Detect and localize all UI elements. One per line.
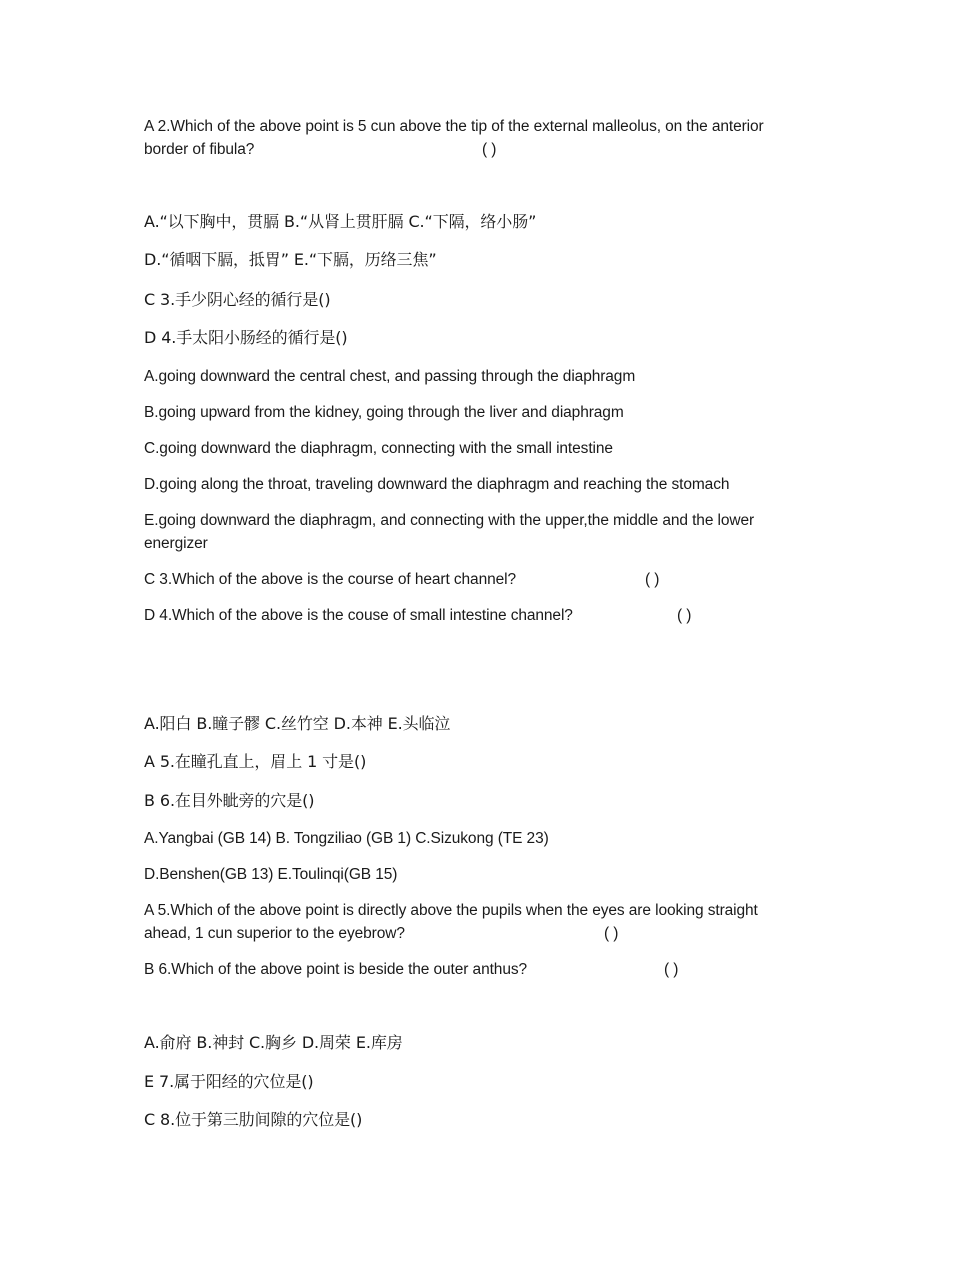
q5-answer-blank: ( ) (604, 925, 619, 942)
q4-cn-text: D 4.手太阳小肠经的循行是() (144, 328, 348, 347)
q5-cn-text: A 5.在瞳孔直上，眉上 1 寸是() (144, 752, 367, 771)
q6-en-text: B 6.Which of the above point is beside the outer anthus? (144, 961, 528, 978)
q8-cn-text: C 8.位于第三肋间隙的穴位是() (144, 1110, 363, 1129)
q5-en-text-line1: A 5.Which of the above point is directly above the pupils when the eyes are looking straight (144, 902, 758, 919)
q7-cn-text: E 7.属于阳经的穴位是() (144, 1072, 314, 1091)
group1-option-e-en-line1: E.going downward the diaphragm, and connecting with the upper,the middle and the lower (144, 512, 755, 529)
q3-answer-blank: ( ) (645, 571, 660, 588)
q3-en-text: C 3.Which of the above is the course of heart channel? (144, 571, 516, 588)
group1-option-c-en: C.going downward the diaphragm, connecting with the small intestine (144, 440, 613, 457)
q2-text-line1: A 2.Which of the above point is 5 cun above the tip of the external malleolus, on the anterior (144, 118, 764, 135)
group1-option-e-en-line2: energizer (144, 535, 208, 552)
q4-en-text: D 4.Which of the above is the couse of small intestine channel? (144, 607, 573, 624)
q2-answer-blank: ( ) (482, 141, 497, 158)
group1-options-cn-line2: D.“循咽下膈，抵胃” E.“下膈，历络三焦” (144, 250, 437, 269)
q6-cn-text: B 6.在目外眦旁的穴是() (144, 791, 315, 810)
group1-option-d-en: D.going along the throat, traveling downward the diaphragm and reaching the stomach (144, 476, 730, 493)
q4-answer-blank: ( ) (677, 607, 692, 624)
group3-options-cn: A.俞府 B.神封 C.胸乡 D.周荣 E.库房 (144, 1033, 403, 1052)
group1-option-a-en: A.going downward the central chest, and passing through the diaphragm (144, 368, 636, 385)
group1-option-b-en: B.going upward from the kidney, going through the liver and diaphragm (144, 404, 624, 421)
q3-cn-text: C 3.手少阴心经的循行是() (144, 290, 331, 309)
group1-options-cn-line1: A.“以下胸中，贯膈 B.“从肾上贯肝膈 C.“下隔，络小肠” (144, 212, 537, 231)
group2-options-en-line2: D.Benshen(GB 13) E.Toulinqi(GB 15) (144, 866, 398, 883)
group2-options-cn: A.阳白 B.瞳子髎 C.丝竹空 D.本神 E.头临泣 (144, 714, 451, 733)
group2-options-en-line1: A.Yangbai (GB 14) B. Tongziliao (GB 1) C.Sizukong (TE 23) (144, 830, 549, 847)
q6-answer-blank: ( ) (664, 961, 679, 978)
q2-text-line2: border of fibula? (144, 141, 255, 158)
q5-en-text-line2: ahead, 1 cun superior to the eyebrow? (144, 925, 405, 942)
